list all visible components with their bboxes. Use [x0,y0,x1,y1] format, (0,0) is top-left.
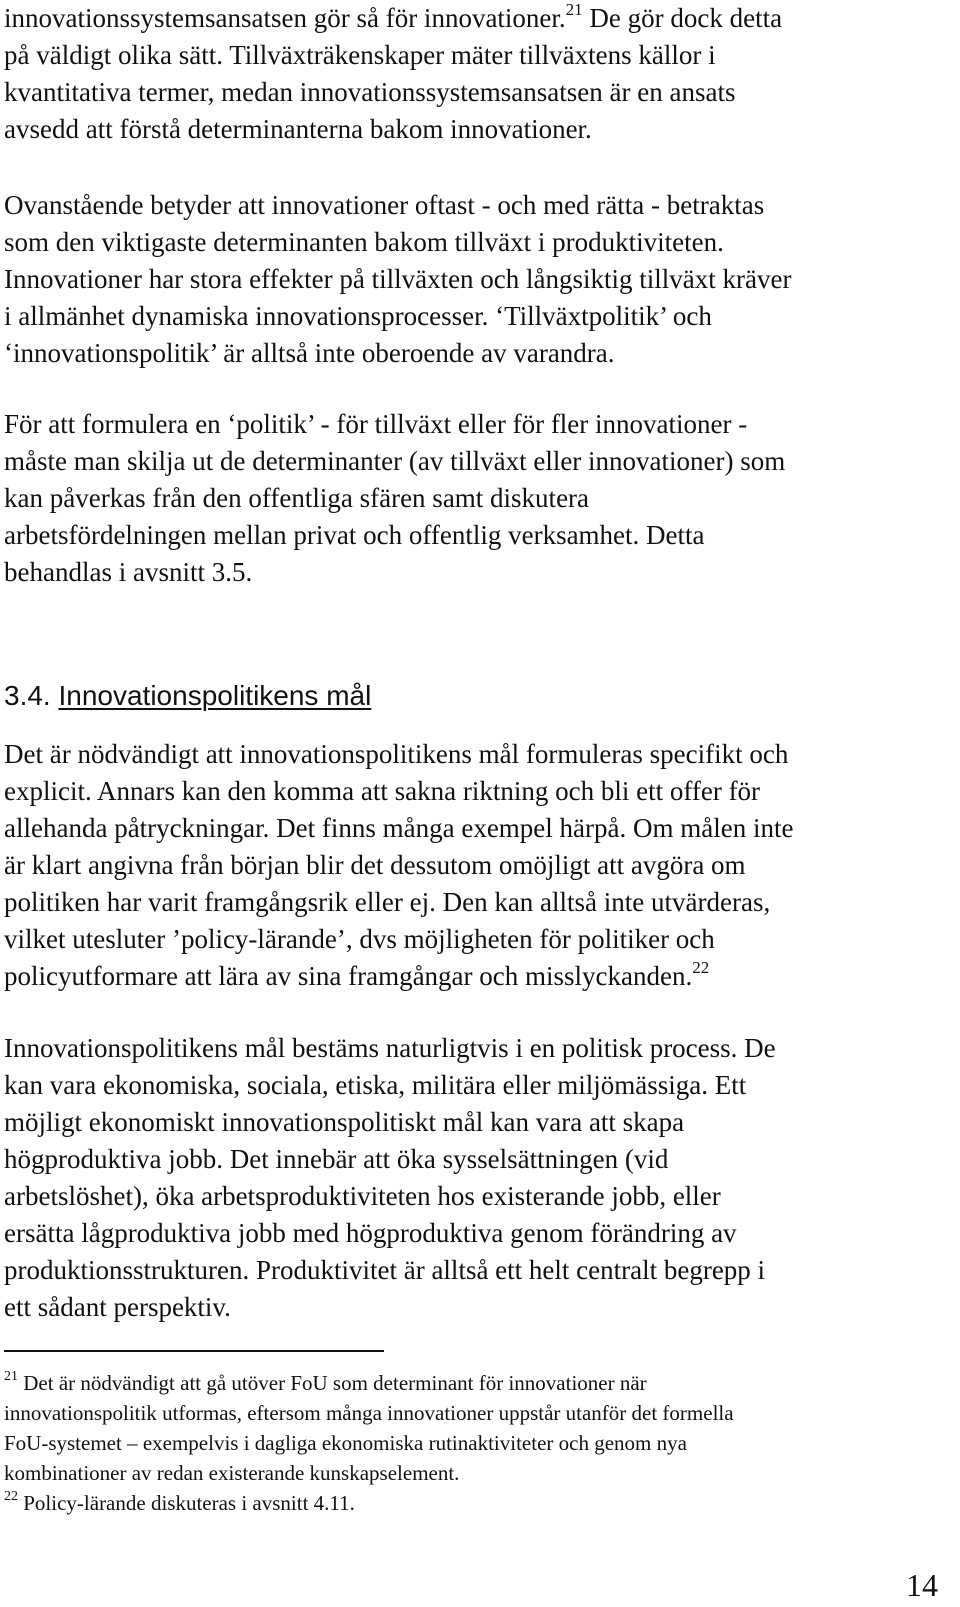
footnote-21-line-3: FoU-systemet – exempelvis i dagliga ekonomiska rutinaktiviteter och genom nya [4,1431,687,1455]
paragraph-1-line-4: avsedd att förstå determinanterna bakom innovationer. [4,114,592,144]
paragraph-3-line-3: kan påverkas från den offentliga sfären samt diskutera [4,483,590,513]
paragraph-3-line-2: måste man skilja ut de determinanter (av tillväxt eller innovationer) som [4,446,786,476]
paragraph-2-line-1: Ovanstående betyder att innovationer oftast - och med rätta - betraktas [4,190,765,220]
paragraph-5-line-2: kan vara ekonomiska, sociala, etiska, militära eller miljömässiga. Ett [4,1070,747,1100]
paragraph-3-line-4: arbetsfördelningen mellan privat och offentlig verksamhet. Detta [4,520,705,550]
section-heading [4,678,371,714]
paragraph-1 [4,0,954,148]
paragraph-5-line-6: ersätta lågproduktiva jobb med högproduktiva genom förändring av [4,1218,737,1248]
footnote-ref-21[interactable]: 21 [565,0,583,19]
paragraph-3 [4,406,954,591]
footnote-ref-22[interactable]: 22 [692,958,710,977]
footnotes [4,1368,954,1518]
section-title: Innovationspolitikens mål [58,680,372,711]
paragraph-1-line-2: på väldigt olika sätt. Tillväxträkenskaper mäter tillväxtens källor i [4,40,716,70]
footnote-21-line-4: kombinationer av redan existerande kunskapselement. [4,1461,460,1485]
paragraph-2-line-3: Innovationer har stora effekter på tillväxten och långsiktig tillväxt kräver [4,264,792,294]
paragraph-1-line-1: innovationssystemsansatsen gör så för innovationer.$^{21}$ De gör dock detta [4,0,783,33]
paragraph-4 [4,736,954,995]
paragraph-4-line-7: policyutformare att lära av sina framgångar och misslyckanden.$^{22}$ [4,958,710,991]
paragraph-1-line-3: kvantitativa termer, medan innovationssystemsansatsen är en ansats [4,77,736,107]
paragraph-4-line-4: är klart angivna från början blir det dessutom omöjligt att avgöra om [4,850,746,880]
paragraph-5-line-8: ett sådant perspektiv. [4,1292,231,1322]
footnote-21-line-2: innovationspolitik utformas, eftersom många innovationer uppstår utanför det formella [4,1401,734,1425]
footnote-21-line-1: $^{21}$ Det är nödvändigt att gå utöver FoU som determinant för innovationer när [4,1369,647,1395]
footnote-22-number: 22 [4,1489,18,1504]
paragraph-2 [4,187,954,372]
footnote-21-number: 21 [4,1369,18,1384]
paragraph-4-line-6: vilket utesluter ’policy-lärande’, dvs möjligheten för politiker och [4,924,715,954]
paragraph-4-line-2: explicit. Annars kan den komma att sakna riktning och bli ett offer för [4,776,761,806]
paragraph-5-line-7: produktionsstrukturen. Produktivitet är alltså ett helt centralt begrepp i [4,1255,766,1285]
footnote-separator [4,1350,384,1352]
page-number: 14 [906,1567,938,1603]
footnote-22-line-1: $^{22}$ Policy-lärande diskuteras i avsnitt 4.11. [4,1489,355,1515]
paragraph-3-line-5: behandlas i avsnitt 3.5. [4,557,253,587]
paragraph-2-line-5: ‘innovationspolitik’ är alltså inte oberoende av varandra. [4,338,615,368]
paragraph-5-line-4: högproduktiva jobb. Det innebär att öka sysselsättningen (vid [4,1144,669,1174]
paragraph-5-line-3: möjligt ekonomiskt innovationspolitiskt mål kan vara att skapa [4,1107,685,1137]
paragraph-4-line-3: allehanda påtryckningar. Det finns många exempel härpå. Om målen inte [4,813,794,843]
paragraph-2-line-4: i allmänhet dynamiska innovationsprocesser. ‘Tillväxtpolitik’ och [4,301,712,331]
paragraph-5 [4,1030,954,1326]
paragraph-2-line-2: som den viktigaste determinanten bakom tillväxt i produktiviteten. [4,227,724,257]
paragraph-4-line-1: Det är nödvändigt att innovationspolitikens mål formuleras specifikt och [4,739,789,769]
paragraph-5-line-5: arbetslöshet), öka arbetsproduktiviteten hos existerande jobb, eller [4,1181,721,1211]
paragraph-5-line-1: Innovationspolitikens mål bestäms naturligtvis i en politisk process. De [4,1033,776,1063]
section-number: 3.4. [4,680,51,711]
paragraph-3-line-1: För att formulera en ‘politik’ - för tillväxt eller för fler innovationer - [4,409,748,439]
paragraph-4-line-5: politiken har varit framgångsrik eller ej. Den kan alltså inte utvärderas, [4,887,771,917]
